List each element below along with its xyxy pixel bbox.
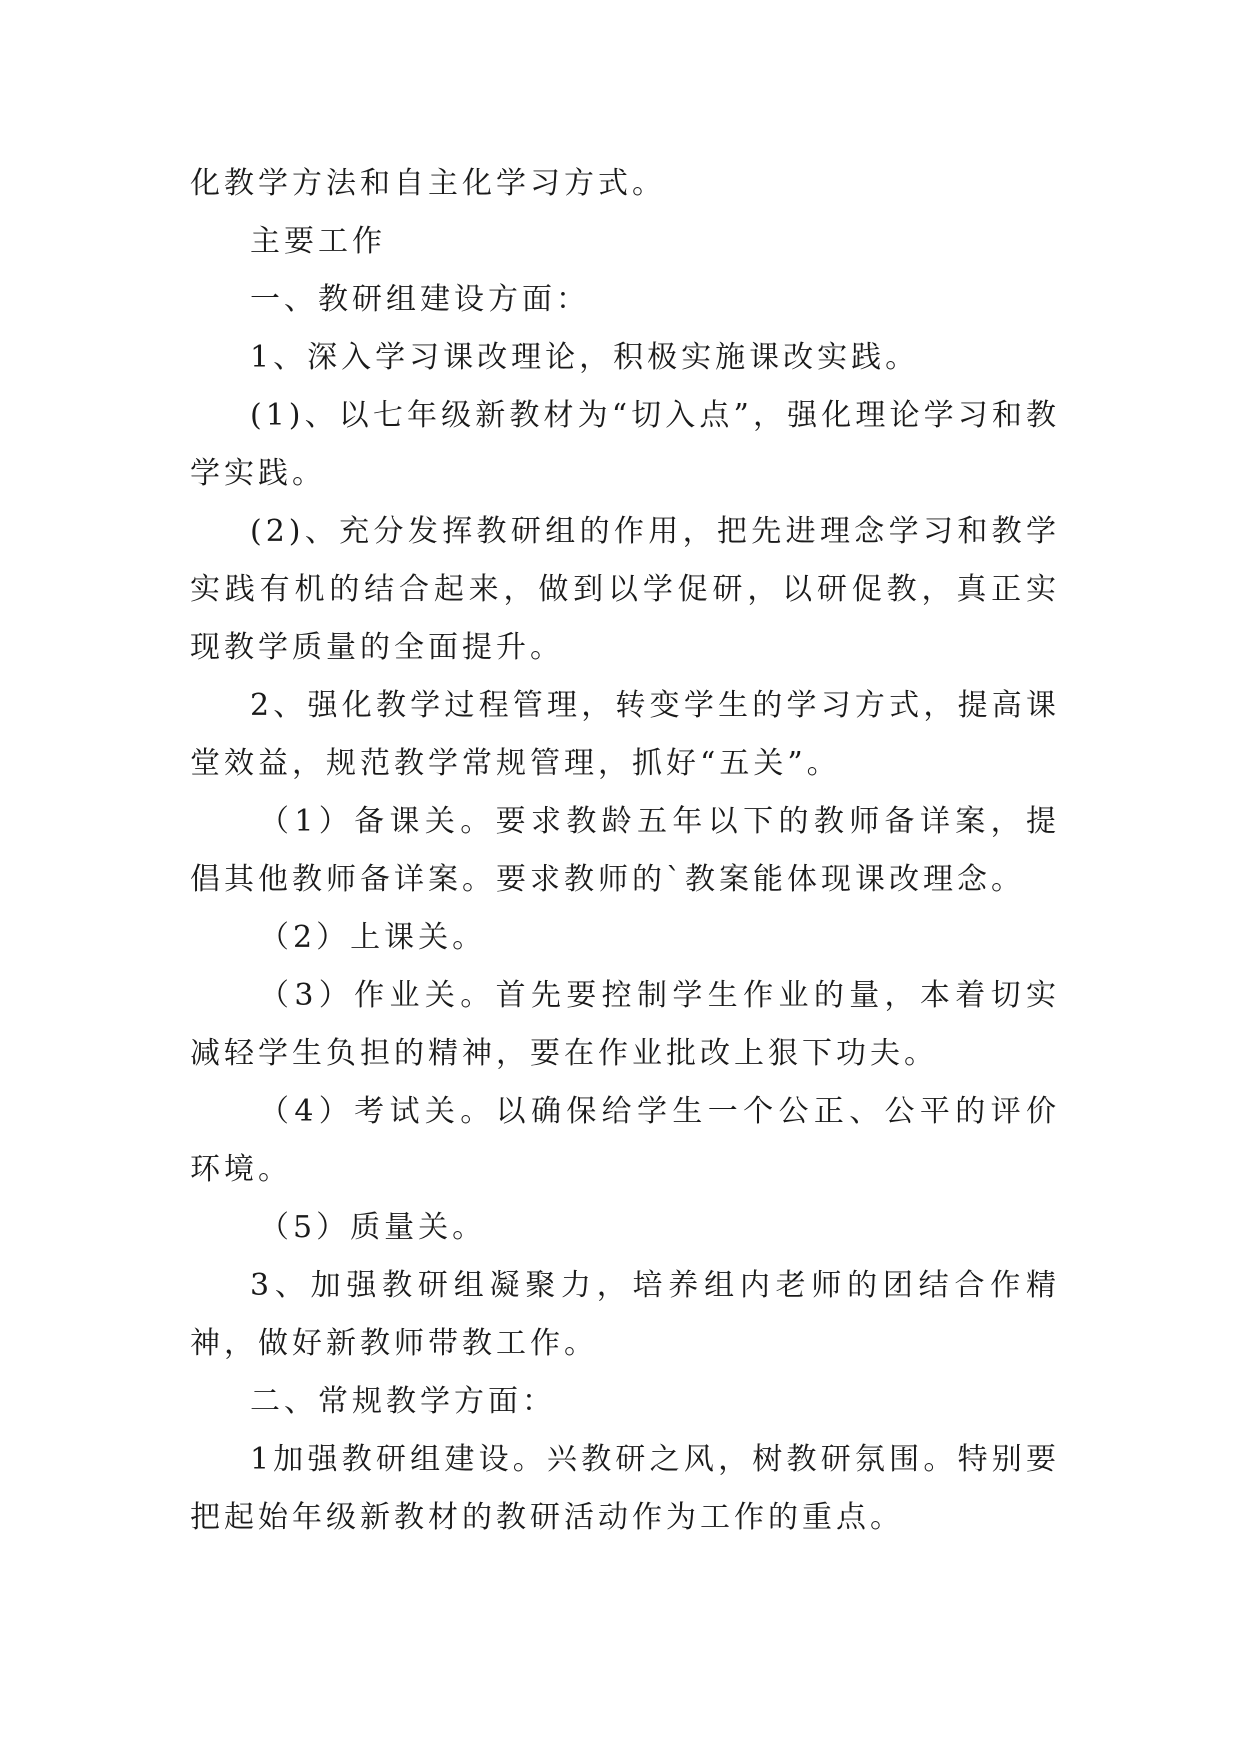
section-heading-teaching-group: 一、教研组建设方面：	[250, 282, 590, 317]
paragraph-continuation: 化教学方法和自主化学习方式。	[190, 166, 666, 201]
paragraph-item-3: 3、加强教研组凝聚力，培养组内老师的团结合作精神，做好新教师带教工作。	[190, 1268, 1060, 1361]
paragraph-subitem-1: (1)、以七年级新教材为“切入点”，强化理论学习和教学实践。	[190, 398, 1060, 491]
document-body	[190, 155, 1060, 1547]
paragraph-class: （2）上课关。	[259, 920, 487, 955]
section-heading-main-work: 主要工作	[250, 224, 386, 259]
paragraph-routine-item-1: 1加强教研组建设。兴教研之风，树教研氛围。特别要把起始年级新教材的教研活动作为工作的重点。	[190, 1442, 1060, 1535]
paragraph-lesson-prep: （1）备课关。要求教龄五年以下的教师备详案，提倡其他教师备详案。要求教师的`教案能体现课改理念。	[190, 804, 1060, 897]
section-heading-routine-teaching: 二、常规教学方面：	[250, 1384, 556, 1419]
paragraph-quality: （5）质量关。	[259, 1210, 487, 1245]
paragraph-exam: （4）考试关。以确保给学生一个公正、公平的评价环境。	[190, 1094, 1060, 1187]
paragraph-item-1: 1、深入学习课改理论，积极实施课改实践。	[250, 340, 920, 375]
paragraph-item-2: 2、强化教学过程管理，转变学生的学习方式，提高课堂效益，规范教学常规管理，抓好“五关”。	[190, 688, 1060, 781]
paragraph-homework: （3）作业关。首先要控制学生作业的量，本着切实减轻学生负担的精神，要在作业批改上狠下功夫。	[190, 978, 1060, 1071]
paragraph-subitem-2: (2)、充分发挥教研组的作用，把先进理念学习和教学实践有机的结合起来，做到以学促研，以研促教，真正实现教学质量的全面提升。	[190, 514, 1060, 665]
